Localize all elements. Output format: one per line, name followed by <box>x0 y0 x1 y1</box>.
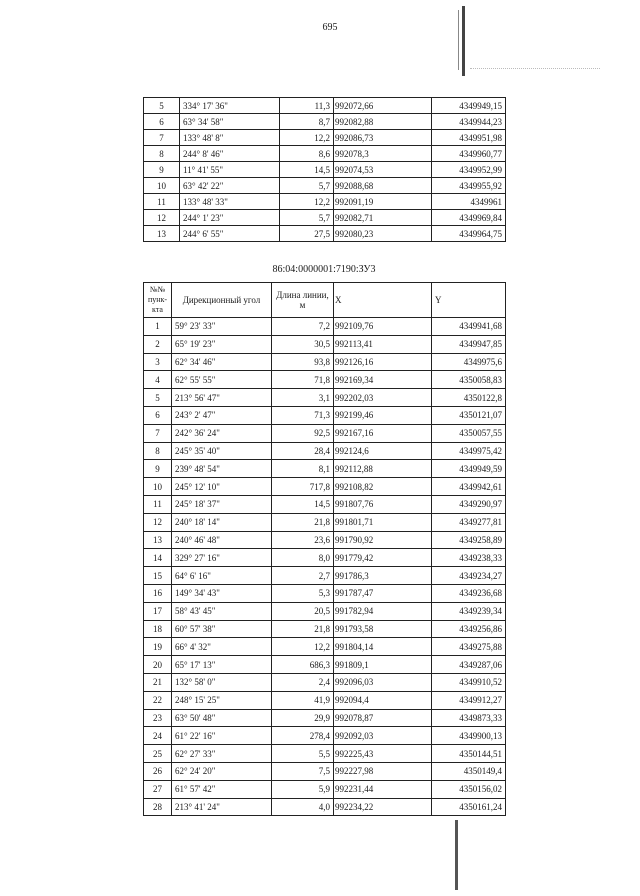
cell-direction-angle: 66° 4' 32" <box>172 638 272 656</box>
cell-point-number: 16 <box>144 584 172 602</box>
cell-point-number: 26 <box>144 762 172 780</box>
cell-line-length: 8,0 <box>272 549 334 567</box>
table-row <box>144 98 506 114</box>
table-row <box>144 656 506 674</box>
cell-line-length: 717,8 <box>272 478 334 496</box>
scan-artifact-smudge <box>470 68 600 74</box>
cell-line-length: 686,3 <box>272 656 334 674</box>
cell-y: 4350122,8 <box>432 389 506 407</box>
cell-x: 992231,44 <box>334 780 432 798</box>
cell-line-length: 14,5 <box>280 162 334 178</box>
cell-direction-angle: 329° 27' 16" <box>172 549 272 567</box>
cell-direction-angle: 334° 17' 36" <box>180 98 280 114</box>
cell-direction-angle: 60° 57' 38" <box>172 620 272 638</box>
cell-line-length: 12,2 <box>272 638 334 656</box>
cell-direction-angle: 61° 57' 42" <box>172 780 272 798</box>
table-row <box>144 389 506 407</box>
scan-artifact-line <box>455 820 458 890</box>
cell-line-length: 2,7 <box>272 567 334 585</box>
table-row <box>144 114 506 130</box>
cell-y: 4349955,92 <box>432 178 506 194</box>
cell-y: 4349873,33 <box>432 709 506 727</box>
cell-direction-angle: 65° 19' 23" <box>172 335 272 353</box>
cell-line-length: 8,1 <box>272 460 334 478</box>
scan-artifact-line <box>458 10 459 70</box>
cell-line-length: 92,5 <box>272 424 334 442</box>
cell-y: 4349236,68 <box>432 584 506 602</box>
cell-direction-angle: 132° 58' 0" <box>172 673 272 691</box>
cell-line-length: 23,6 <box>272 531 334 549</box>
cell-direction-angle: 239° 48' 54" <box>172 460 272 478</box>
table-row <box>144 727 506 745</box>
cell-direction-angle: 244° 6' 55" <box>180 226 280 242</box>
cell-line-length: 278,4 <box>272 727 334 745</box>
table-row <box>144 210 506 226</box>
cell-y: 4349947,85 <box>432 335 506 353</box>
table-body <box>144 318 506 816</box>
cell-direction-angle: 64° 6' 16" <box>172 567 272 585</box>
cell-x: 991779,42 <box>334 549 432 567</box>
cell-point-number: 3 <box>144 353 172 371</box>
cell-direction-angle: 63° 42' 22" <box>180 178 280 194</box>
cell-line-length: 7,2 <box>272 318 334 336</box>
cell-y: 4349912,27 <box>432 691 506 709</box>
cell-y: 4349239,34 <box>432 602 506 620</box>
cell-direction-angle: 63° 34' 58" <box>180 114 280 130</box>
table-row <box>144 584 506 602</box>
cell-line-length: 28,4 <box>272 442 334 460</box>
cell-y: 4349949,15 <box>432 98 506 114</box>
cell-y: 4350058,83 <box>432 371 506 389</box>
cell-point-number: 11 <box>144 194 180 210</box>
cell-x: 991793,58 <box>334 620 432 638</box>
cell-y: 4349910,52 <box>432 673 506 691</box>
table-row <box>144 424 506 442</box>
cell-point-number: 2 <box>144 335 172 353</box>
cell-x: 992094,4 <box>334 691 432 709</box>
cell-line-length: 29,9 <box>272 709 334 727</box>
cell-x: 992088,68 <box>334 178 432 194</box>
table-row <box>144 691 506 709</box>
cell-point-number: 14 <box>144 549 172 567</box>
cell-line-length: 5,7 <box>280 210 334 226</box>
coordinates-table <box>143 282 506 816</box>
cell-point-number: 13 <box>144 226 180 242</box>
cell-point-number: 10 <box>144 478 172 496</box>
table-row <box>144 762 506 780</box>
cell-direction-angle: 244° 8' 46" <box>180 146 280 162</box>
table-row <box>144 620 506 638</box>
table-row <box>144 406 506 424</box>
table-row <box>144 567 506 585</box>
cell-y: 4350161,24 <box>432 798 506 816</box>
cell-line-length: 4,0 <box>272 798 334 816</box>
cell-line-length: 27,5 <box>280 226 334 242</box>
table-row <box>144 371 506 389</box>
cell-x: 992126,16 <box>334 353 432 371</box>
cell-line-length: 20,5 <box>272 602 334 620</box>
cell-line-length: 8,6 <box>280 146 334 162</box>
cell-direction-angle: 61° 22' 16" <box>172 727 272 745</box>
cell-y: 4349960,77 <box>432 146 506 162</box>
cell-point-number: 7 <box>144 130 180 146</box>
cell-y: 4349942,61 <box>432 478 506 496</box>
cell-y: 4350121,07 <box>432 406 506 424</box>
cell-line-length: 30,5 <box>272 335 334 353</box>
cell-line-length: 3,1 <box>272 389 334 407</box>
parcel-cadastral-number: 86:04:0000001:7190:ЗУ3 <box>272 264 376 275</box>
cell-y: 4349941,68 <box>432 318 506 336</box>
cell-line-length: 12,2 <box>280 130 334 146</box>
cell-x: 991807,76 <box>334 495 432 513</box>
cell-y: 4349277,81 <box>432 513 506 531</box>
cell-point-number: 25 <box>144 745 172 763</box>
cell-line-length: 71,8 <box>272 371 334 389</box>
cell-line-length: 5,5 <box>272 745 334 763</box>
cell-y: 4350156,02 <box>432 780 506 798</box>
cell-line-length: 5,7 <box>280 178 334 194</box>
cell-line-length: 21,8 <box>272 620 334 638</box>
cell-x: 992091,19 <box>334 194 432 210</box>
header-line-length: Длина линии, м <box>272 283 334 318</box>
cell-y: 4349290,97 <box>432 495 506 513</box>
cell-x: 991786,3 <box>334 567 432 585</box>
table-row <box>144 194 506 210</box>
cell-point-number: 10 <box>144 178 180 194</box>
table-row <box>144 745 506 763</box>
cell-line-length: 21,8 <box>272 513 334 531</box>
cell-direction-angle: 62° 27' 33" <box>172 745 272 763</box>
table-row <box>144 531 506 549</box>
scan-artifact-line <box>462 6 465 76</box>
page-number: 695 <box>322 22 338 33</box>
cell-x: 992227,98 <box>334 762 432 780</box>
cell-x: 992082,71 <box>334 210 432 226</box>
cell-line-length: 71,3 <box>272 406 334 424</box>
cell-y: 4349275,88 <box>432 638 506 656</box>
table-row <box>144 780 506 798</box>
cell-direction-angle: 62° 34' 46" <box>172 353 272 371</box>
cell-direction-angle: 240° 46' 48" <box>172 531 272 549</box>
cell-point-number: 6 <box>144 114 180 130</box>
cell-x: 992112,88 <box>334 460 432 478</box>
cell-point-number: 15 <box>144 567 172 585</box>
cell-y: 4350149,4 <box>432 762 506 780</box>
table-row <box>144 513 506 531</box>
cell-x: 992199,46 <box>334 406 432 424</box>
cell-direction-angle: 244° 1' 23" <box>180 210 280 226</box>
cell-point-number: 23 <box>144 709 172 727</box>
cell-x: 991804,14 <box>334 638 432 656</box>
cell-x: 991782,94 <box>334 602 432 620</box>
table-row <box>144 146 506 162</box>
cell-y: 4349975,42 <box>432 442 506 460</box>
cell-point-number: 7 <box>144 424 172 442</box>
cell-line-length: 8,7 <box>280 114 334 130</box>
cell-direction-angle: 149° 34' 43" <box>172 584 272 602</box>
cell-point-number: 22 <box>144 691 172 709</box>
cell-line-length: 93,8 <box>272 353 334 371</box>
cell-direction-angle: 133° 48' 8" <box>180 130 280 146</box>
table-row <box>144 353 506 371</box>
cell-y: 4349975,6 <box>432 353 506 371</box>
cell-x: 992072,66 <box>334 98 432 114</box>
cell-direction-angle: 245° 18' 37" <box>172 495 272 513</box>
cell-direction-angle: 245° 12' 10" <box>172 478 272 496</box>
cell-y: 4349951,98 <box>432 130 506 146</box>
table-row <box>144 798 506 816</box>
cell-x: 992113,41 <box>334 335 432 353</box>
cell-x: 992080,23 <box>334 226 432 242</box>
cell-line-length: 14,5 <box>272 495 334 513</box>
cell-point-number: 27 <box>144 780 172 798</box>
cell-y: 4349238,33 <box>432 549 506 567</box>
cell-direction-angle: 65° 17' 13" <box>172 656 272 674</box>
cell-x: 992092,03 <box>334 727 432 745</box>
cell-point-number: 28 <box>144 798 172 816</box>
cell-x: 992167,16 <box>334 424 432 442</box>
cell-direction-angle: 243° 2' 47" <box>172 406 272 424</box>
cell-x: 992074,53 <box>334 162 432 178</box>
cell-direction-angle: 240° 18' 14" <box>172 513 272 531</box>
table-row <box>144 602 506 620</box>
cell-y: 4350057,55 <box>432 424 506 442</box>
cell-y: 4349949,59 <box>432 460 506 478</box>
table-row <box>144 162 506 178</box>
table-row <box>144 460 506 478</box>
cell-x: 992078,3 <box>334 146 432 162</box>
cell-point-number: 6 <box>144 406 172 424</box>
table-row <box>144 638 506 656</box>
table-row <box>144 178 506 194</box>
cell-direction-angle: 245° 35' 40" <box>172 442 272 460</box>
table-row <box>144 335 506 353</box>
cell-x: 992124,6 <box>334 442 432 460</box>
cell-point-number: 12 <box>144 210 180 226</box>
table-row <box>144 130 506 146</box>
cell-point-number: 5 <box>144 389 172 407</box>
header-direction-angle: Дирекционный угол <box>172 283 272 318</box>
cell-x: 992202,03 <box>334 389 432 407</box>
cell-y: 4349234,27 <box>432 567 506 585</box>
cell-line-length: 2,4 <box>272 673 334 691</box>
coordinates-table-continued <box>143 97 506 242</box>
cell-line-length: 12,2 <box>280 194 334 210</box>
cell-point-number: 21 <box>144 673 172 691</box>
table-body <box>144 98 506 242</box>
cell-point-number: 1 <box>144 318 172 336</box>
cell-direction-angle: 58° 43' 45" <box>172 602 272 620</box>
cell-line-length: 5,3 <box>272 584 334 602</box>
header-point-number: №№ пунк-кта <box>144 283 172 318</box>
cell-point-number: 9 <box>144 162 180 178</box>
cell-y: 4349952,99 <box>432 162 506 178</box>
cell-x: 991801,71 <box>334 513 432 531</box>
cell-point-number: 19 <box>144 638 172 656</box>
table-row <box>144 226 506 242</box>
cell-line-length: 7,5 <box>272 762 334 780</box>
cell-x: 992169,34 <box>334 371 432 389</box>
cell-y: 4349258,89 <box>432 531 506 549</box>
header-y: Y <box>432 283 506 318</box>
cell-point-number: 12 <box>144 513 172 531</box>
cell-line-length: 5,9 <box>272 780 334 798</box>
cell-y: 4350144,51 <box>432 745 506 763</box>
table-row <box>144 495 506 513</box>
cell-direction-angle: 248° 15' 25" <box>172 691 272 709</box>
cell-point-number: 9 <box>144 460 172 478</box>
table-header-row <box>144 283 506 318</box>
cell-x: 992086,73 <box>334 130 432 146</box>
cell-direction-angle: 59° 23' 33" <box>172 318 272 336</box>
header-x: X <box>334 283 432 318</box>
table-row <box>144 709 506 727</box>
cell-y: 4349944,23 <box>432 114 506 130</box>
cell-point-number: 11 <box>144 495 172 513</box>
cell-direction-angle: 63° 50' 48" <box>172 709 272 727</box>
table-row <box>144 549 506 567</box>
cell-x: 991809,1 <box>334 656 432 674</box>
cell-x: 992082,88 <box>334 114 432 130</box>
cell-point-number: 8 <box>144 442 172 460</box>
table-row <box>144 442 506 460</box>
cell-point-number: 8 <box>144 146 180 162</box>
cell-y: 4349961 <box>432 194 506 210</box>
cell-line-length: 11,3 <box>280 98 334 114</box>
cell-direction-angle: 133° 48' 33" <box>180 194 280 210</box>
cell-direction-angle: 11° 41' 55" <box>180 162 280 178</box>
cell-x: 992096,03 <box>334 673 432 691</box>
cell-point-number: 18 <box>144 620 172 638</box>
cell-point-number: 13 <box>144 531 172 549</box>
cell-x: 991790,92 <box>334 531 432 549</box>
table-row <box>144 318 506 336</box>
cell-point-number: 17 <box>144 602 172 620</box>
cell-y: 4349900,13 <box>432 727 506 745</box>
cell-x: 992234,22 <box>334 798 432 816</box>
cell-x: 992109,76 <box>334 318 432 336</box>
cell-x: 992108,82 <box>334 478 432 496</box>
cell-y: 4349256,86 <box>432 620 506 638</box>
cell-point-number: 24 <box>144 727 172 745</box>
cell-point-number: 5 <box>144 98 180 114</box>
cell-y: 4349969,84 <box>432 210 506 226</box>
cell-y: 4349287,06 <box>432 656 506 674</box>
table-row <box>144 478 506 496</box>
cell-direction-angle: 242° 36' 24" <box>172 424 272 442</box>
cell-point-number: 4 <box>144 371 172 389</box>
cell-direction-angle: 62° 24' 20" <box>172 762 272 780</box>
cell-x: 992078,87 <box>334 709 432 727</box>
cell-point-number: 20 <box>144 656 172 674</box>
cell-direction-angle: 213° 41' 24" <box>172 798 272 816</box>
cell-line-length: 41,9 <box>272 691 334 709</box>
cell-y: 4349964,75 <box>432 226 506 242</box>
cell-direction-angle: 62° 55' 55" <box>172 371 272 389</box>
cell-x: 991787,47 <box>334 584 432 602</box>
table-row <box>144 673 506 691</box>
cell-x: 992225,43 <box>334 745 432 763</box>
cell-direction-angle: 213° 56' 47" <box>172 389 272 407</box>
